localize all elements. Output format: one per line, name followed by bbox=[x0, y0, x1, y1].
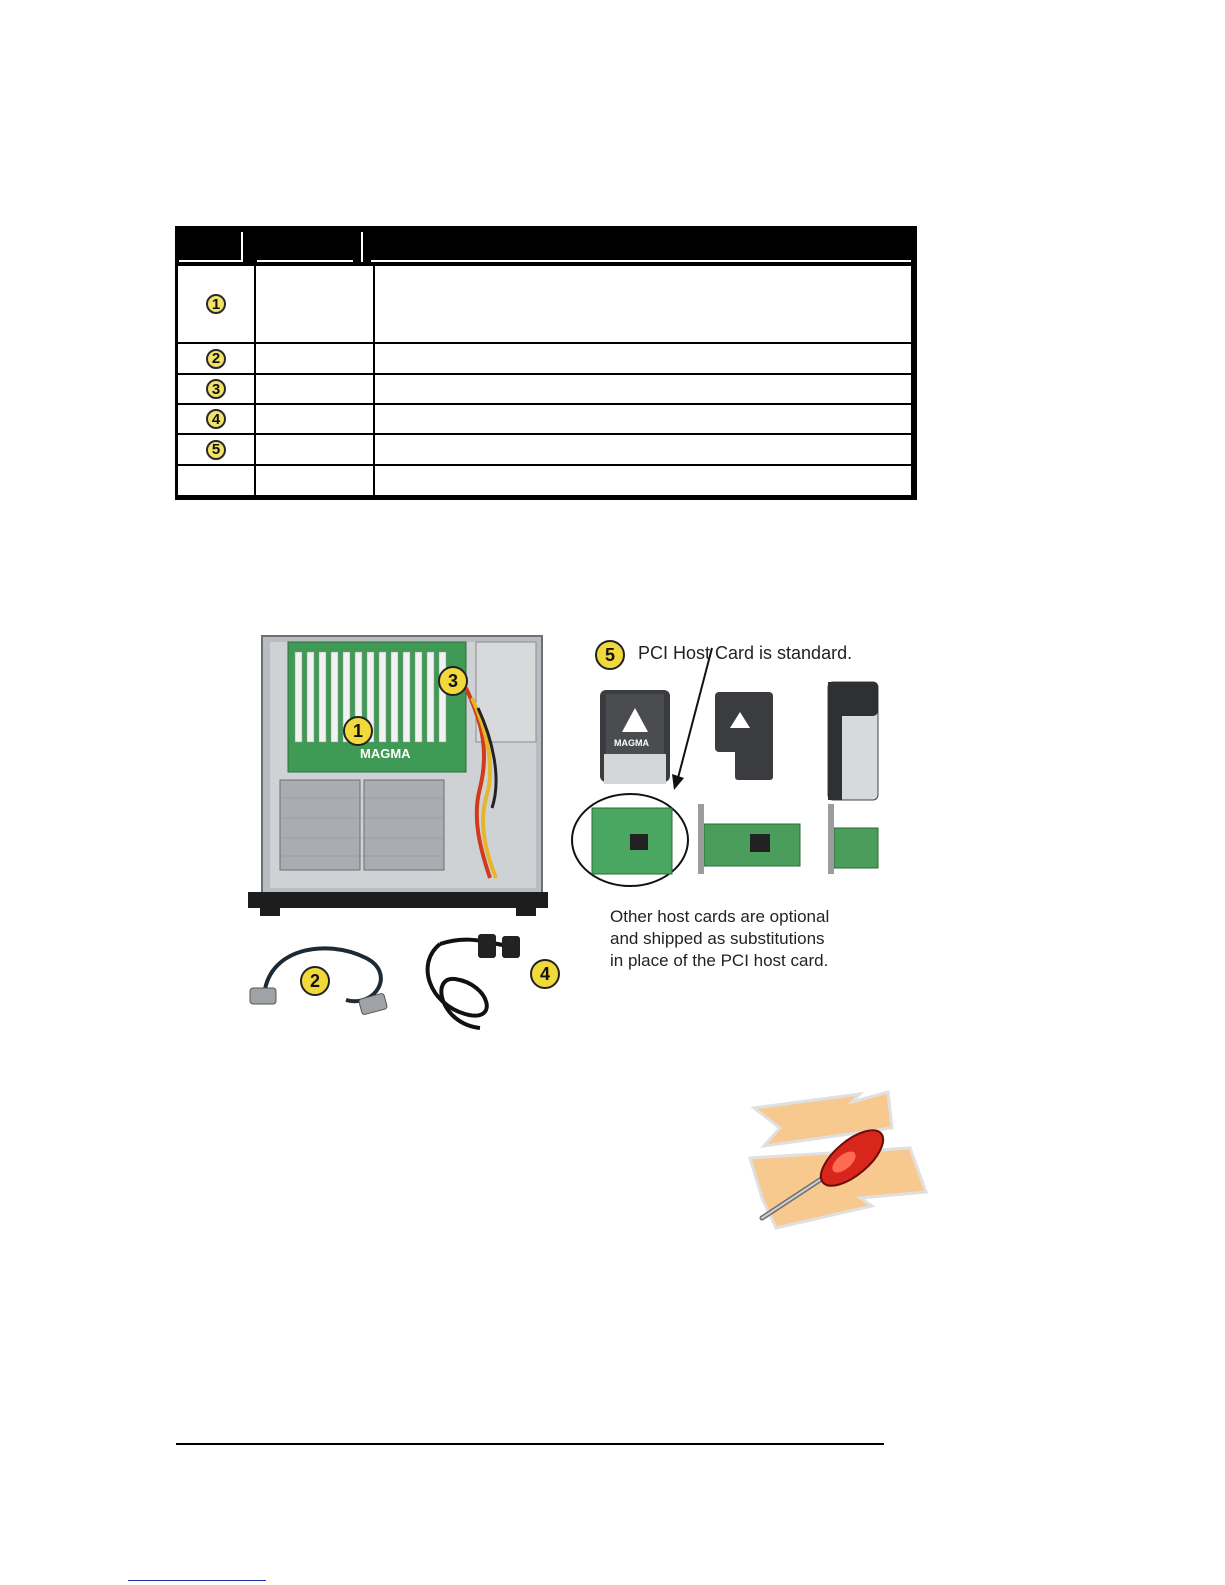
table-row bbox=[178, 405, 911, 435]
number-cell bbox=[178, 435, 256, 464]
item-cell bbox=[256, 435, 375, 464]
table-body bbox=[178, 266, 911, 495]
power-cord-image bbox=[410, 924, 550, 1036]
pci-host-card-caption: PCI Host Card is standard. bbox=[638, 643, 853, 663]
item-cell bbox=[256, 375, 375, 403]
card-brand-label: MAGMA bbox=[614, 738, 649, 748]
item-cell bbox=[256, 405, 375, 433]
caption-line: and shipped as substitutions bbox=[610, 929, 825, 948]
caption-line: in place of the PCI host card. bbox=[610, 951, 829, 970]
expansion-chassis-image bbox=[240, 628, 550, 918]
callout-4: 4 bbox=[530, 959, 560, 989]
table-row bbox=[178, 435, 911, 466]
item-cell bbox=[256, 344, 375, 373]
description-cell bbox=[375, 344, 911, 373]
chassis-brand-label: MAGMA bbox=[360, 746, 411, 761]
callout-5: 5 bbox=[595, 640, 625, 670]
header-divider bbox=[241, 232, 243, 262]
table-row bbox=[178, 344, 911, 375]
description-cell bbox=[375, 435, 911, 464]
description-cell bbox=[375, 466, 911, 495]
other-host-cards-caption bbox=[610, 906, 870, 972]
callout-badge: 5 bbox=[206, 440, 226, 460]
callout-badge: 2 bbox=[206, 349, 226, 369]
description-cell bbox=[375, 375, 911, 403]
table-header bbox=[175, 226, 917, 266]
table-row bbox=[178, 266, 911, 344]
number-cell bbox=[178, 344, 256, 373]
callout-2: 2 bbox=[300, 966, 330, 996]
description-cell bbox=[375, 266, 911, 342]
caption-line: Other host cards are optional bbox=[610, 907, 830, 926]
footer-rule bbox=[176, 1443, 884, 1445]
callout-3: 3 bbox=[438, 666, 468, 696]
parts-table bbox=[175, 226, 917, 500]
header-divider bbox=[361, 232, 363, 262]
footer-link-underline[interactable] bbox=[128, 1580, 266, 1581]
callout-badge: 3 bbox=[206, 379, 226, 399]
screwdriver-clipart bbox=[740, 1088, 930, 1238]
header-underline bbox=[179, 260, 241, 262]
components-figure bbox=[240, 628, 920, 1048]
item-cell bbox=[256, 266, 375, 342]
item-cell bbox=[256, 466, 375, 495]
number-cell bbox=[178, 266, 256, 342]
callout-1: 1 bbox=[343, 716, 373, 746]
callout-badge: 1 bbox=[206, 294, 226, 314]
header-underline bbox=[257, 260, 353, 262]
header-underline bbox=[371, 260, 911, 262]
table-row bbox=[178, 375, 911, 405]
description-cell bbox=[375, 405, 911, 433]
number-cell bbox=[178, 405, 256, 433]
callout-badge: 4 bbox=[206, 409, 226, 429]
table-row bbox=[178, 466, 911, 495]
number-cell bbox=[178, 466, 256, 495]
number-cell bbox=[178, 375, 256, 403]
